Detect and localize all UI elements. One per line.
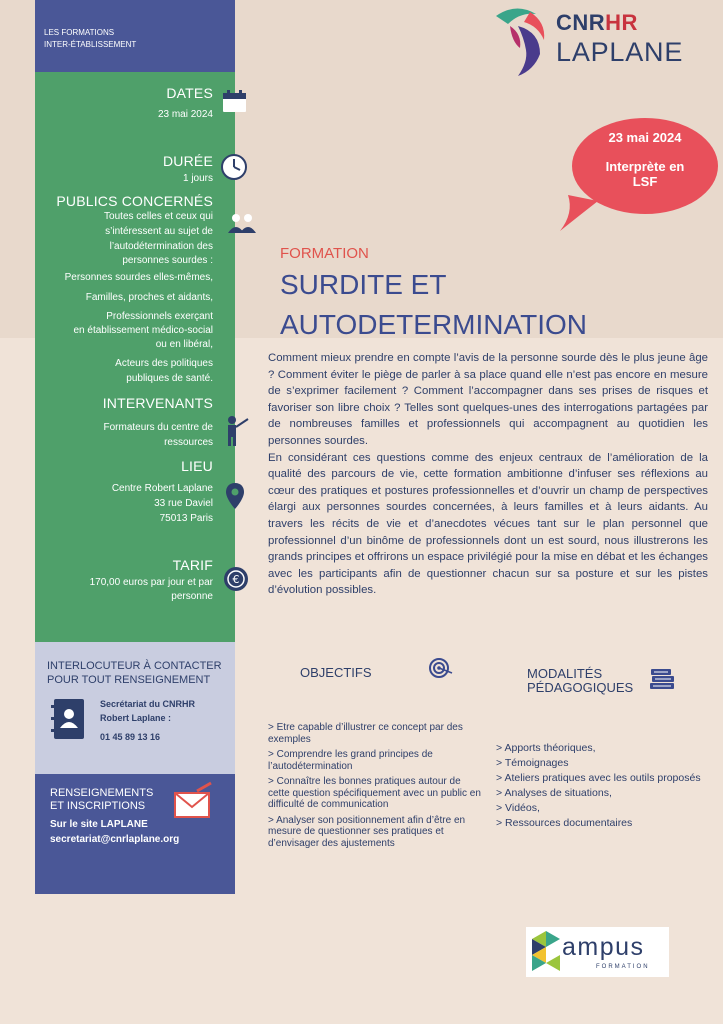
publics-line: Acteurs des politiques <box>115 358 213 369</box>
modalites-title-line1: MODALITÉS <box>527 666 603 681</box>
sidebar-header-line1: LES FORMATIONS <box>44 28 115 37</box>
bubble-date: 23 mai 2024 <box>608 130 682 145</box>
publics-line: Professionnels exerçant <box>106 311 213 322</box>
lieu-line: 33 rue Daviel <box>154 498 213 509</box>
publics-line: l’autodétermination des <box>109 241 213 252</box>
logo-cnr-text: CNR <box>556 10 606 35</box>
duree-title: DURÉE <box>162 153 213 169</box>
modalites-title-line2: PÉDAGOGIQUES <box>527 680 634 695</box>
main-title-line1: SURDITE ET <box>280 269 447 300</box>
campus-logo-mark-icon <box>530 930 562 972</box>
registration-email[interactable]: secretariat@cnrlaplane.org <box>50 834 180 845</box>
interpreter-speech-bubble <box>572 118 718 214</box>
campus-formation-logo <box>526 927 669 977</box>
contact-title-line2: POUR TOUT RENSEIGNEMENT <box>47 674 211 686</box>
contact-line: Robert Laplane : <box>100 713 172 723</box>
tarif-line: 170,00 euros par jour et par <box>89 577 213 588</box>
contact-line: Secrétariat du CNRHR <box>100 699 196 709</box>
registration-title-line1: RENSEIGNEMENTS <box>50 787 154 799</box>
registration-title-line2: ET INSCRIPTIONS <box>50 800 146 812</box>
objectifs-list <box>268 722 483 853</box>
intervenants-line: Formateurs du centre de <box>103 422 213 433</box>
books-icon <box>648 668 676 690</box>
publics-line: Personnes sourdes elles-mêmes, <box>64 272 213 283</box>
modalite-item: > Vidéos, <box>496 802 540 814</box>
tarif-title: TARIF <box>172 557 213 573</box>
clock-icon <box>220 153 248 181</box>
objectif-item: > Etre capable d’illustrer ce concept par des exemples <box>268 722 463 745</box>
publics-line: Toutes celles et ceux qui <box>104 211 213 222</box>
modalite-item: > Ateliers pratiques avec les outils proposés <box>496 772 701 784</box>
publics-line: ou en libéral, <box>155 339 213 350</box>
publics-line: s’intéressent au sujet de <box>105 226 213 237</box>
people-group-icon <box>225 213 259 235</box>
contact-phone[interactable]: 01 45 89 13 16 <box>100 732 161 742</box>
campus-sub: FORMATION <box>596 964 650 970</box>
presenter-icon <box>224 415 250 447</box>
dates-value: 23 mai 2024 <box>157 109 213 120</box>
contact-title-line1: INTERLOCUTEUR À CONTACTER <box>47 660 222 672</box>
modalites-list <box>496 741 706 831</box>
main-title-line2: AUTODETERMINATION <box>280 309 587 340</box>
intervenants-line: ressources <box>164 437 213 448</box>
lieu-line: 75013 Paris <box>159 513 213 524</box>
description-paragraph: Comment mieux prendre en compte l’avis de la personne sourde dès le plus jeune âge ? Comment éviter le piège de parler à sa place quand elle n’est pas encore en mesure de s’exprimer facilement ? Comment l’accompagner dans ses prises de risques et favoriser son libre choix ? Telles sont quelques-unes des interrogations partagées par de nombreuses familles et professionnels qui accompagnent au quotidien les personnes sourdes. <box>268 352 708 447</box>
registration-website[interactable]: Sur le site LAPLANE <box>50 819 148 830</box>
contact-book-icon <box>50 698 86 740</box>
logo-laplane: LAPLANE <box>556 37 684 67</box>
description-paragraph: En considérant ces questions comme des enjeux centraux de l’amélioration de la qualité des parcours de vie, cette formation ambitionne d’infuser ses réflexions au cœur des pratiques et postures professionnelles et d’ouvrir un champ de perspectives élargi aux personnes sourdes concernées, à leurs familles et à leurs aidants. Au travers les récits de vie et d’anecdotes vécues tant sur le plan personnel que professionnel d’un binôme de professionnels dont un est sourd, nous illustrerons les grands principes et offrirons un espace privilégié pour la mise en débat et les échanges avec les participants afin de questionner chacun sur sa posture et sur les pistes d’évolution possibles. <box>268 451 708 597</box>
objectif-item: > Analyser son positionnement afin d’être en mesure de questionner ses pratiques et d’envisager des ajustements <box>268 814 466 849</box>
objectifs-title: OBJECTIFS <box>300 665 372 680</box>
formation-label: FORMATION <box>280 245 369 262</box>
sidebar-header-line2: INTER-ÉTABLISSEMENT <box>44 40 137 49</box>
speech-bubble-tail <box>558 195 598 235</box>
objectif-item: > Comprendre les grand principes de l’autodétermination <box>268 749 433 772</box>
modalite-item: > Apports théoriques, <box>496 742 596 754</box>
contact-info <box>100 697 195 744</box>
bubble-line1: Interprète en <box>605 159 685 174</box>
publics-line: publiques de santé. <box>126 373 213 384</box>
location-pin-icon <box>225 482 245 510</box>
campus-word: ampus <box>562 933 645 961</box>
modalite-item: > Ressources documentaires <box>496 817 633 829</box>
modalites-title <box>527 667 633 695</box>
publics-line: en établissement médico-social <box>73 325 213 336</box>
calendar-icon <box>222 89 247 113</box>
objectif-item: > Connaître les bonnes pratiques autour de cette question spécifiquement avec un public en difficulté de communication <box>268 776 481 810</box>
registration-info <box>50 817 179 847</box>
cnrhr-logo-mark-icon <box>490 4 550 76</box>
publics-title: PUBLICS CONCERNÉS <box>56 193 213 209</box>
lieu-title: LIEU <box>181 458 213 474</box>
registration-title <box>50 787 153 813</box>
contact-title <box>47 659 237 687</box>
logo-hr-text: HR <box>605 10 638 35</box>
intervenants-title: INTERVENANTS <box>102 395 213 411</box>
target-icon <box>428 657 454 679</box>
dates-title: DATES <box>166 85 213 101</box>
publics-line: personnes sourdes : <box>122 255 213 266</box>
tarif-line: personne <box>171 591 213 602</box>
modalite-item: > Témoignages <box>496 757 569 769</box>
modalite-item: > Analyses de situations, <box>496 787 612 799</box>
euro-coin-icon <box>222 565 250 593</box>
publics-line: Familles, proches et aidants, <box>85 292 213 303</box>
envelope-icon <box>173 781 215 819</box>
lieu-line: Centre Robert Laplane <box>111 483 213 494</box>
svg-text:€: € <box>232 573 240 586</box>
description-text <box>268 350 708 599</box>
bubble-line2: LSF <box>632 174 658 189</box>
logo-cnrhr <box>556 10 638 36</box>
duree-value: 1 jours <box>182 173 213 184</box>
